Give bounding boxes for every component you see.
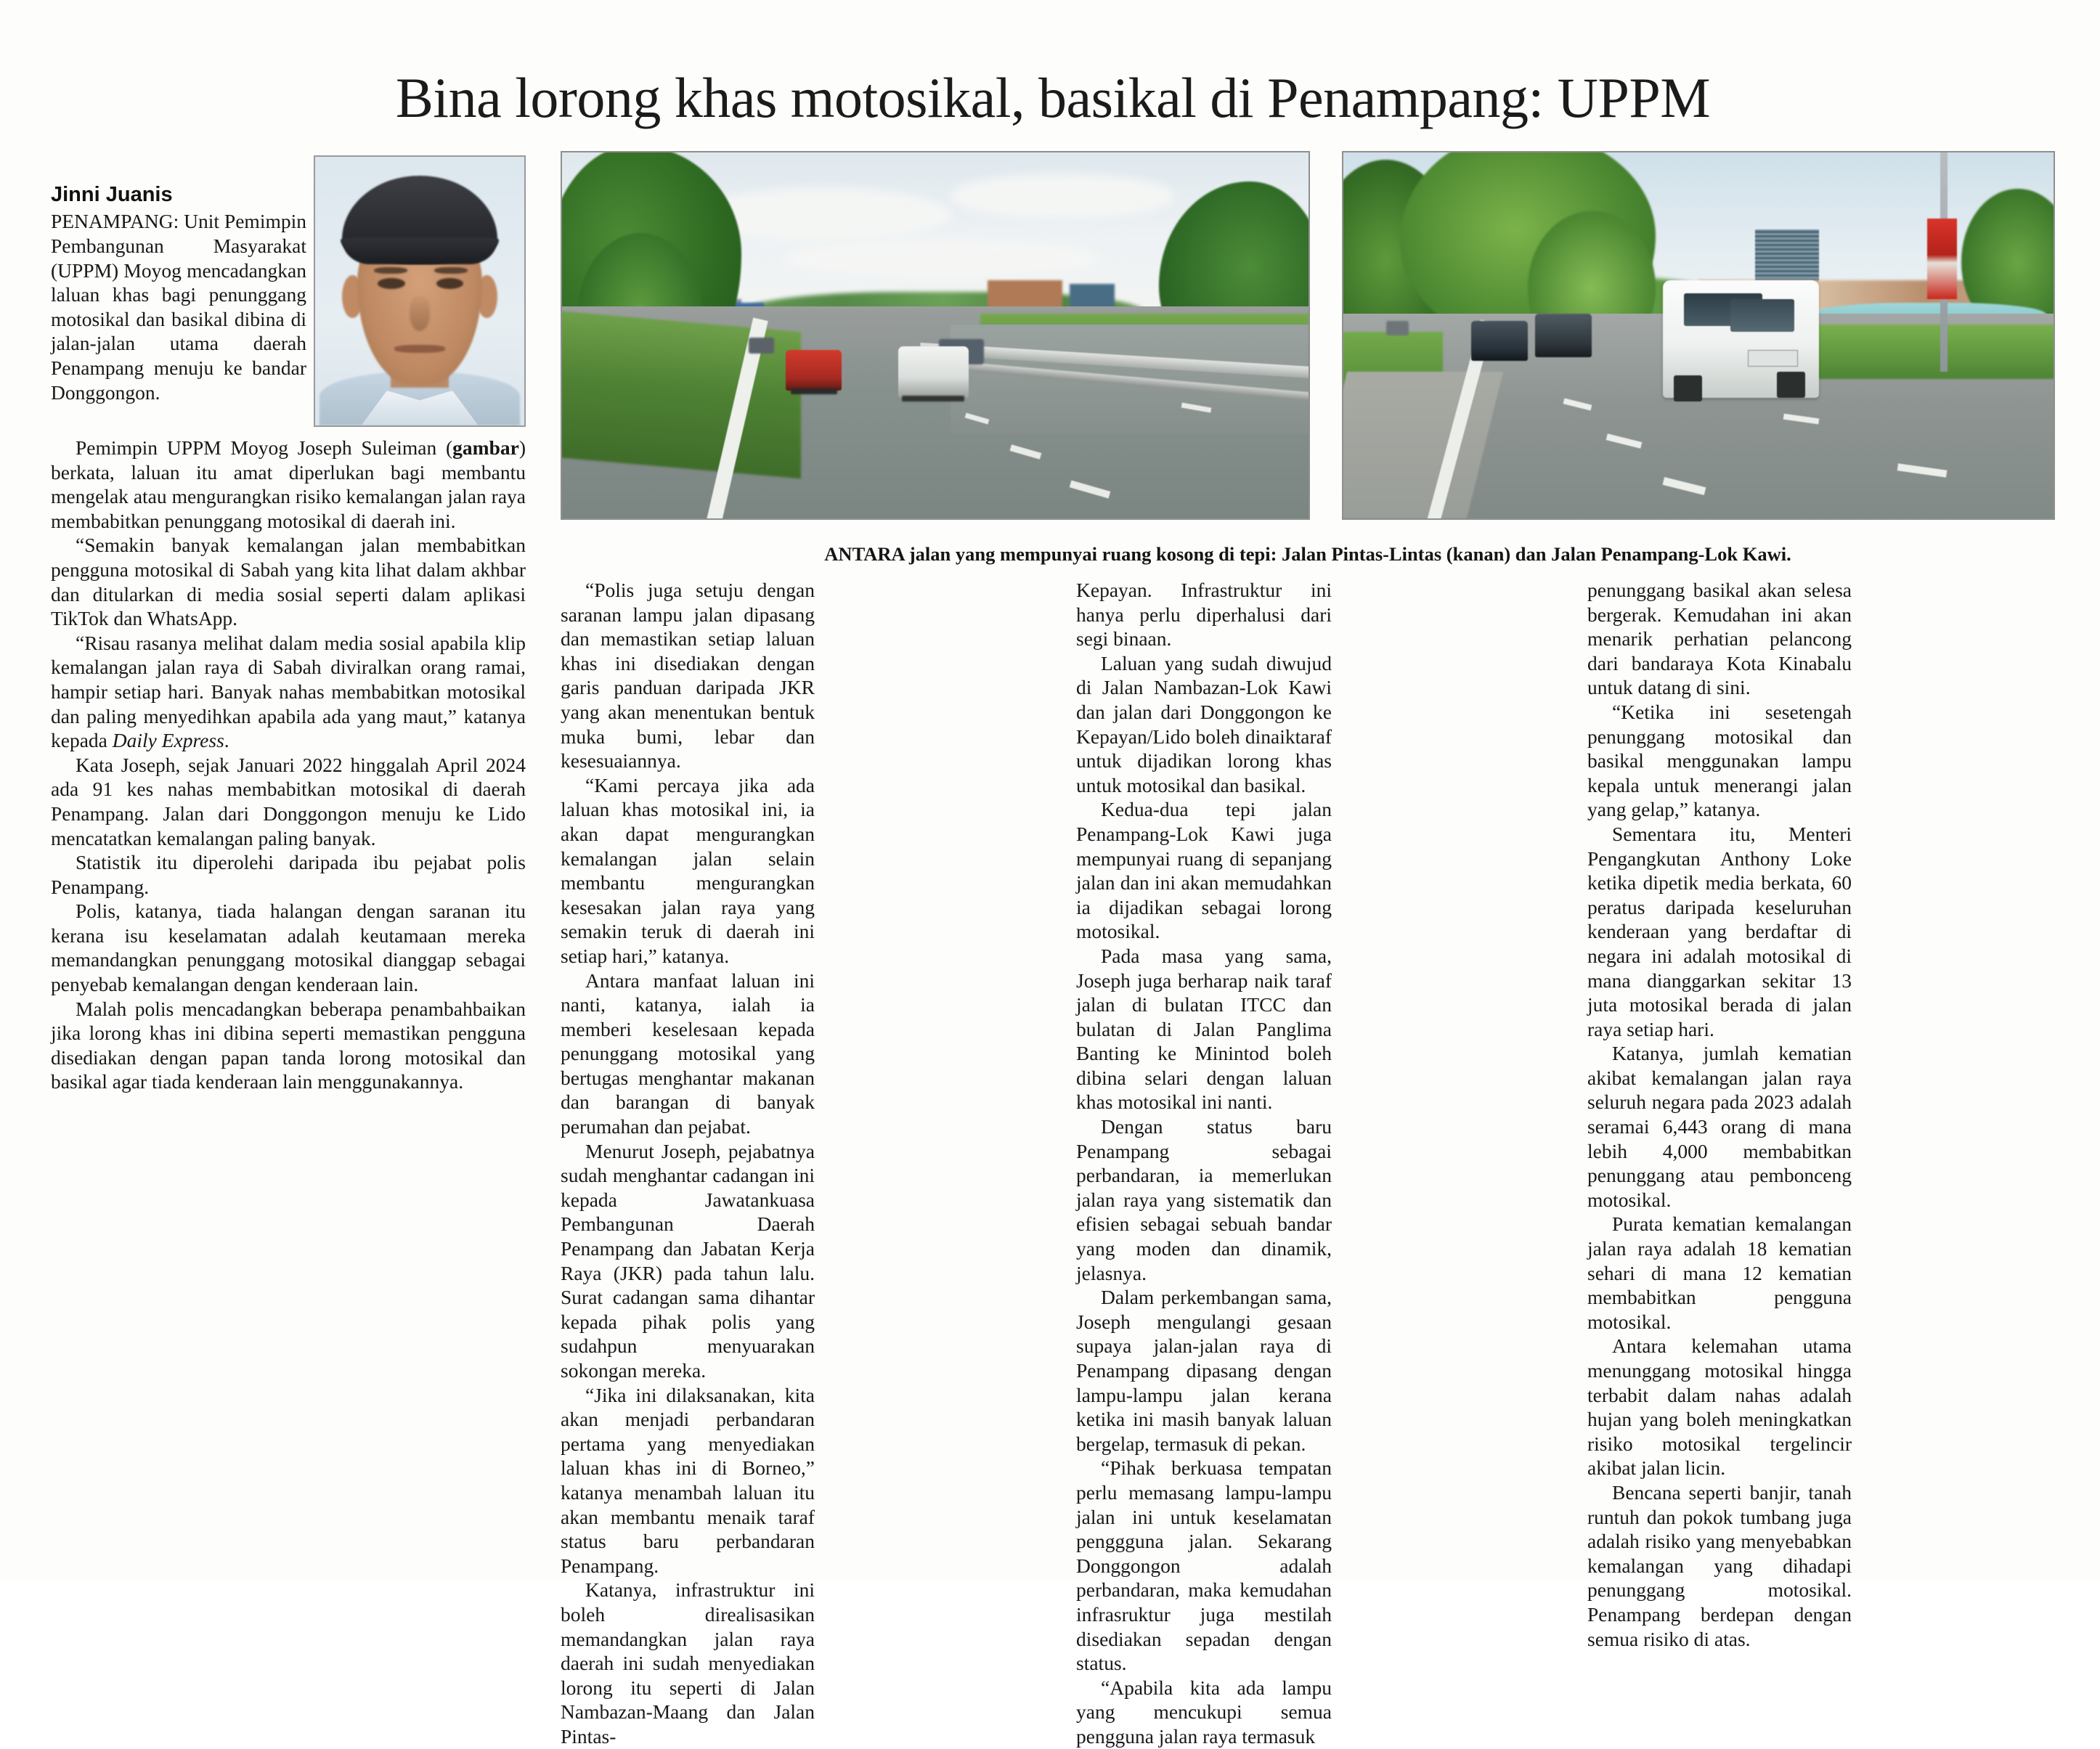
paragraph: Kata Joseph, sejak Januari 2022 hinggalah April 2024 ada 91 kes nahas membabitkan motosikal di daerah Penampang. Jalan dari Donggongon menuju ke Lido mencatatkan kemalangan paling banyak. xyxy=(51,753,526,849)
column-1-top xyxy=(51,183,306,404)
car-red xyxy=(786,350,842,390)
paragraph: Dengan status baru Penampang sebagai perbandaran, ia memerlukan jalan raya yang sistematik dan efisien sebagai sebuah bandar yang moden dan dinamik, jelasnya. xyxy=(1076,1115,1332,1284)
page-title: Bina lorong khas motosikal, basikal di Penampang: UPPM xyxy=(395,66,1711,130)
paragraph: Laluan yang sudah diwujud di Jalan Nambazan-Lok Kawi dan jalan dari Donggongon ke Kepayan/Lido boleh dinaiktaraf untuk dijadikan lorong khas untuk motosikal dan basikal. xyxy=(1076,651,1332,796)
paragraph-text: ) berkata, laluan itu amat diperlukan bagi membantu mengelak atau mengurangkan risiko kemalangan jalan raya membabitkan penunggang motosikal di daerah ini. xyxy=(51,436,526,532)
paragraph-text: Pemimpin UPPM Moyog Joseph Suleiman ( xyxy=(76,436,453,459)
car-dark xyxy=(1471,321,1528,361)
paragraph: “Semakin banyak kemalangan jalan membabitkan pengguna motosikal di Sabah yang kita lihat dalam akhbar dan ditularkan di media sosial seperti dalam aplikasi TikTok dan WhatsApp. xyxy=(51,534,526,630)
paragraph: “Polis juga setuju dengan saranan lampu jalan dipasang dan memastikan setiap laluan khas ini disediakan dengan garis panduan daripada JKR yang akan menentukan bentuk muka bumi, lebar dan kesesuaiannya. xyxy=(561,579,815,772)
paragraph: “Kami percaya jika ada laluan khas motosikal ini, ia akan dapat mengurangkan kemalangan jalan selain membantu mengurangkan kesesakan jalan raya yang semakin teruk di daerah ini setiap hari,” katanya. xyxy=(561,773,815,967)
vehicle-distant xyxy=(1386,321,1409,335)
paragraph: Katanya, jumlah kematian akibat kemalangan jalan raya seluruh negara pada 2023 adalah seramai 6,443 orang di mana lebih 4,000 membabitkan penunggang atau pembonceng motosikal. xyxy=(1587,1042,1852,1211)
dateline: PENAMPANG: xyxy=(51,210,179,233)
paragraph-text: Unit Pemimpin Pembangunan Masyarakat (UPPM) Moyog mencadangkan laluan khas bagi penunggang motosikal dan basikal dibina di jalan-jalan utama daerah Penampang menuju ke bandar Donggongon. xyxy=(51,210,306,404)
portrait-mouth xyxy=(394,345,444,353)
paragraph: Kedua-dua tepi jalan Penampang-Lok Kawi juga mempunyai ruang di sepanjang jalan dan ini akan memudahkan ia dijadikan sebagai lorong motosikal. xyxy=(1076,798,1332,943)
paragraph-text: “Risau rasanya melihat dalam media sosial apabila klip kemalangan jalan raya di Sabah diviralkan orang ramai, hampir setiap hari. Banyak nahas membabitkan motosikal dan paling menyedihkan apabila ada yang maut,” katanya kepada xyxy=(51,631,526,752)
portrait-eyebrow-left xyxy=(374,267,407,274)
byline: Jinni Juanis xyxy=(51,183,173,206)
portrait-photo-joseph-suleiman xyxy=(314,155,526,427)
paragraph: Bencana seperti banjir, tanah runtuh dan pokok tumbang juga adalah risiko yang menyebabkan kemalangan yang dihadapi penunggang motosikal. Penampang berdepan dengan semua risiko di atas. xyxy=(1587,1480,1852,1650)
van-window xyxy=(1730,299,1794,332)
paragraph: Menurut Joseph, pejabatnya sudah menghantar cadangan ini kepada Jawatankuasa Pembangunan Daerah Penampang dan Jabatan Kerja Raya (JKR) pada tahun lalu. Surat cadangan sama dihantar kepada pihak polis yang sudahpun menyuarakan sokongan mereka. xyxy=(561,1139,815,1382)
paragraph: Pada masa yang sama, Joseph juga berharap naik taraf jalan di bulatan ITCC dan bulatan di Jalan Panglima Banting ke Minintod boleh dibina selari dengan laluan khas motosikal ini nanti. xyxy=(1076,944,1332,1114)
van-wheel-left xyxy=(1674,375,1702,401)
paragraph xyxy=(51,631,526,753)
paragraph: Antara manfaat laluan ini nanti, katanya, ialah ia memberi keselesaan kepada penunggang motosikal yang bertugas menghantar makanan dan barangan di banyak perumahan dan pejabat. xyxy=(561,969,815,1138)
street-illustration xyxy=(1343,152,2054,518)
photo-jalan-pintas-lintas xyxy=(561,151,1310,520)
paragraph: Sementara itu, Menteri Pengangkutan Anthony Loke ketika dipetik media berkata, 60 peratus daripada keseluruhan kenderaan yang berdaftar di negara ini adalah motosikal di mana dianggarkan sekitar 13 juta motosikal berada di jalan raya setiap hari. xyxy=(1587,822,1852,1040)
highway-illustration xyxy=(562,152,1309,518)
paragraph: Kepayan. Infrastruktur ini hanya perlu diperhalusi dari segi binaan. xyxy=(1076,579,1332,651)
publication-name: Daily Express xyxy=(112,729,224,752)
column-4 xyxy=(1587,578,1852,1651)
paragraph: Polis, katanya, tiada halangan dengan saranan itu kerana isu keselamatan adalah keutamaan mereka memandangkan penunggang motosikal dianggap sebagai penyebab kemalangan dengan kenderaan lain. xyxy=(51,900,526,996)
paragraph: Malah polis mencadangkan beberapa penambahbaikan jika lorong khas ini dibina seperti memastikan pengguna disediakan dengan papan tanda lorong motosikal dan basikal agar tiada kenderaan lain menggunakannya. xyxy=(51,997,526,1093)
gambar-marker: gambar xyxy=(452,436,519,459)
grass-verge-right xyxy=(1783,325,2055,380)
portrait-eyebrow-right xyxy=(434,267,468,274)
cloud xyxy=(786,240,1099,277)
paragraph: Purata kematian kemalangan jalan raya adalah 18 kematian sehari di mana 12 kematian membabitkan pengguna motosikal. xyxy=(1587,1212,1852,1333)
grass-verge-left xyxy=(561,310,801,478)
paragraph: “Ketika ini sesetengah penunggang motosikal dan basikal menggunakan lampu kepala untuk menerangi jalan yang gelap,” katanya. xyxy=(1587,700,1852,821)
paragraph: Dalam perkembangan sama, Joseph mengulangi gesaan supaya jalan-jalan raya di Penampang dipasang dengan lampu-lampu jalan kerana ketika ini masih banyak laluan bergelap, termasuk di pekan. xyxy=(1076,1286,1332,1455)
paragraph-text: . xyxy=(224,729,229,752)
paragraph: “Apabila kita ada lampu yang mencukupi semua pengguna jalan raya termasuk xyxy=(1076,1676,1332,1748)
van-wheel-right xyxy=(1777,372,1805,397)
column-3 xyxy=(1076,578,1332,1749)
paragraph xyxy=(51,436,526,533)
vehicle-distant xyxy=(749,338,774,354)
car-white xyxy=(898,346,969,398)
photo-jalan-penampang-lok-kawi xyxy=(1342,151,2055,520)
paragraph: Katanya, infrastruktur ini boleh direalisasikan memandangkan jalan raya daerah ini sudah menyediakan lorong itu seperti di Jalan Nambazan-Maang dan Jalan Pintas- xyxy=(561,1578,815,1748)
paragraph: “Pihak berkuasa tempatan perlu memasang lampu-lampu jalan ini untuk keselamatan penggguna jalan. Sekarang Donggongon adalah perbandaran, maka kemudahan infrasruktur juga mestilah disediakan sepadan dengan status. xyxy=(1076,1456,1332,1675)
column-1-intro xyxy=(51,209,306,404)
suv-dark xyxy=(1535,314,1592,357)
paragraph: Statistik itu diperolehi daripada ibu pejabat polis Penampang. xyxy=(51,851,526,898)
paragraph xyxy=(51,209,306,404)
paragraph: Antara kelemahan utama menunggang motosikal hingga terbabit dalam nahas adalah hujan yang boleh meningkatkan risiko motosikal tergelincir akibat jalan licin. xyxy=(1587,1334,1852,1480)
portrait-eye-right xyxy=(436,278,463,290)
portrait-illustration xyxy=(315,157,524,425)
cloud xyxy=(951,174,1174,218)
portrait-eye-left xyxy=(378,278,404,290)
photo-caption: ANTARA jalan yang mempunyai ruang kosong di tepi: Jalan Pintas-Lintas (kanan) dan Jalan Penampang-Lok Kawi. xyxy=(824,543,1791,565)
paragraph: “Jika ini dilaksanakan, kita akan menjadi perbandaran pertama yang menyediakan laluan khas ini di Borneo,” katanya menambah laluan itu akan membantu menaik taraf status baru perbandaran Penampang. xyxy=(561,1383,815,1577)
column-2 xyxy=(561,578,815,1749)
van-licence-plate xyxy=(1748,350,1797,367)
street-banner xyxy=(1927,219,1957,299)
column-1 xyxy=(51,436,526,1094)
paragraph: penunggang basikal akan selesa bergerak. Kemudahan ini akan menarik perhatian pelancong dari bandaraya Kota Kinabalu untuk datang di sini. xyxy=(1587,579,1852,699)
